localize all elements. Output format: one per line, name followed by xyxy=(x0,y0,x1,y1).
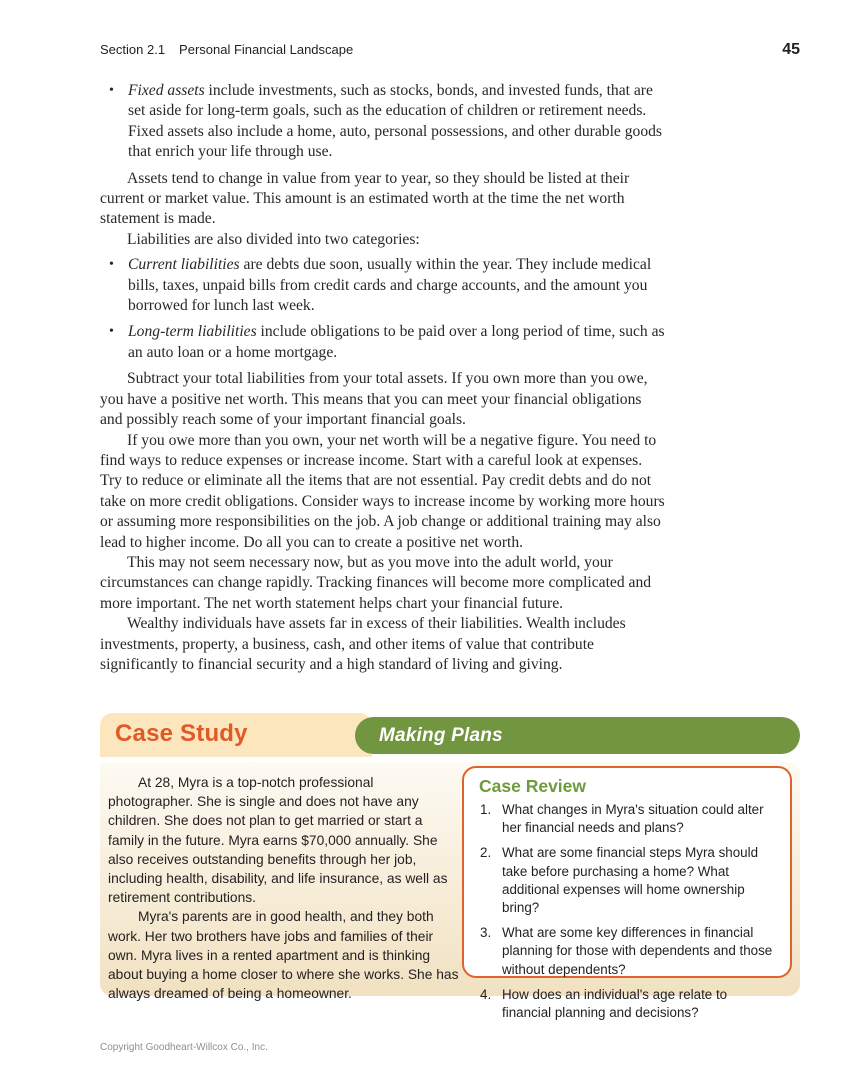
case-study-box xyxy=(100,762,800,1021)
question-text: What are some key differences in financial planning for those with dependents and those without dependents? xyxy=(502,925,773,977)
question-text: How does an individual's age relate to financial planning and decisions? xyxy=(502,986,728,1021)
para-owe-more: If you owe more than you own, your net worth will be a negative figure. You need to find ways to reduce expenses or increase income. Start with a careful look at expenses. Try to reduce or eliminate all the items that are not essential. Pay credit debts and do not take on more credit obligations. Consider ways to increase income by working more hours or assuming more responsibilities on the job. A job change or additional training may also lead to higher income. Do all you can to create a positive net worth. xyxy=(100,431,665,551)
term-current-liabilities: Current liabilities xyxy=(128,256,240,274)
case-review-card xyxy=(462,766,792,1021)
case-study-title: Making Plans xyxy=(379,724,503,746)
para-wealthy: Wealthy individuals have assets far in excess of their liabilities. Wealth includes investments, property, a business, cash, and other items of value that contribute significantly to financial security and a high standard of living and giving. xyxy=(100,615,626,673)
question-text: What changes in Myra's situation could alter her financial needs and plans? xyxy=(502,802,764,836)
bullet-icon: • xyxy=(109,324,114,340)
case-study-banner xyxy=(100,713,800,757)
page-number: 45 xyxy=(782,41,800,58)
section-number: Section 2.1 xyxy=(100,42,166,57)
case-study-para-1: At 28, Myra is a top-notch professional photographer. She is single and does not have any children. She does not plan to get married or start a family in the future. Myra earns $70,000 annually. She also receives outstanding benefits through her job, including health, disability, and life insurance, as well as retirement contributions. xyxy=(108,775,448,906)
question-number: 2. xyxy=(480,845,492,861)
question-number: 1. xyxy=(480,802,492,817)
para-not-necessary: This may not seem necessary now, but as you move into the adult world, your circumstances can change rapidly. Tracking finances will become more complicated and more important. The net worth statement helps chart your financial future. xyxy=(100,553,652,612)
para-assets-change: Assets tend to change in value from year to year, so they should be listed at their current or market value. This amount is an estimated worth at the time the net worth statement is made. xyxy=(100,169,630,228)
bullet-fixed-assets-text: include investments, such as stocks, bonds, and invested funds, that are set aside for long-term goals, such as the education of children or retirement needs. Fixed assets also include a home, auto, personal possessions, and other durable goods that enrich your life through use. xyxy=(128,82,662,161)
case-review-question xyxy=(480,844,778,917)
body-text xyxy=(100,76,666,675)
case-review-list xyxy=(464,801,790,1022)
case-review-question xyxy=(480,986,778,1022)
bullet-icon: • xyxy=(109,83,114,98)
question-number: 3. xyxy=(480,925,492,941)
bullet-fixed-assets xyxy=(100,81,666,163)
bullet-current-liabilities-text: are debts due soon, usually within the year. They include medical bills, taxes, unpaid bills from credit cards and charge accounts, and the amount you borrowed for lunch last week. xyxy=(128,256,652,315)
copyright-line: Copyright Goodheart-Willcox Co., Inc. xyxy=(100,1042,268,1053)
term-fixed-assets: Fixed assets xyxy=(128,82,205,99)
term-long-term-liabilities: Long-term liabilities xyxy=(128,323,257,341)
case-study-title-bar xyxy=(355,717,800,754)
para-subtract: Subtract your total liabilities from your total assets. If you own more than you owe, you have a positive net worth. This means that you can meet your financial obligations and possibly reach some of your important financial goals. xyxy=(100,370,648,429)
case-study-label: Case Study xyxy=(115,720,248,747)
bullet-long-term-liabilities xyxy=(100,322,666,363)
case-review-question xyxy=(480,801,778,837)
bullet-current-liabilities xyxy=(100,255,666,316)
bullet-icon: • xyxy=(109,257,114,273)
case-review-heading: Case Review xyxy=(479,776,587,796)
para-liabilities-intro: Liabilities are also divided into two categories: xyxy=(127,230,420,248)
question-text: What are some financial steps Myra should take before purchasing a home? What additional expenses will home ownership bring? xyxy=(502,845,759,916)
running-head xyxy=(100,41,800,59)
case-review-question xyxy=(480,924,778,979)
section-title: Personal Financial Landscape xyxy=(179,42,354,57)
case-study-para-2: Myra's parents are in good health, and they both work. Her two brothers have jobs and families of their own. Myra lives in a rented apartment and is thinking about buying a home closer to where she works. She has always dreamed of being a homeowner. xyxy=(108,909,459,1002)
bullet-long-term-liabilities-text: include obligations to be paid over a long period of time, such as an auto loan or a home mortgage. xyxy=(128,323,665,361)
case-study-tab xyxy=(100,713,372,757)
case-study-text xyxy=(108,773,460,1003)
question-number: 4. xyxy=(480,986,492,1002)
